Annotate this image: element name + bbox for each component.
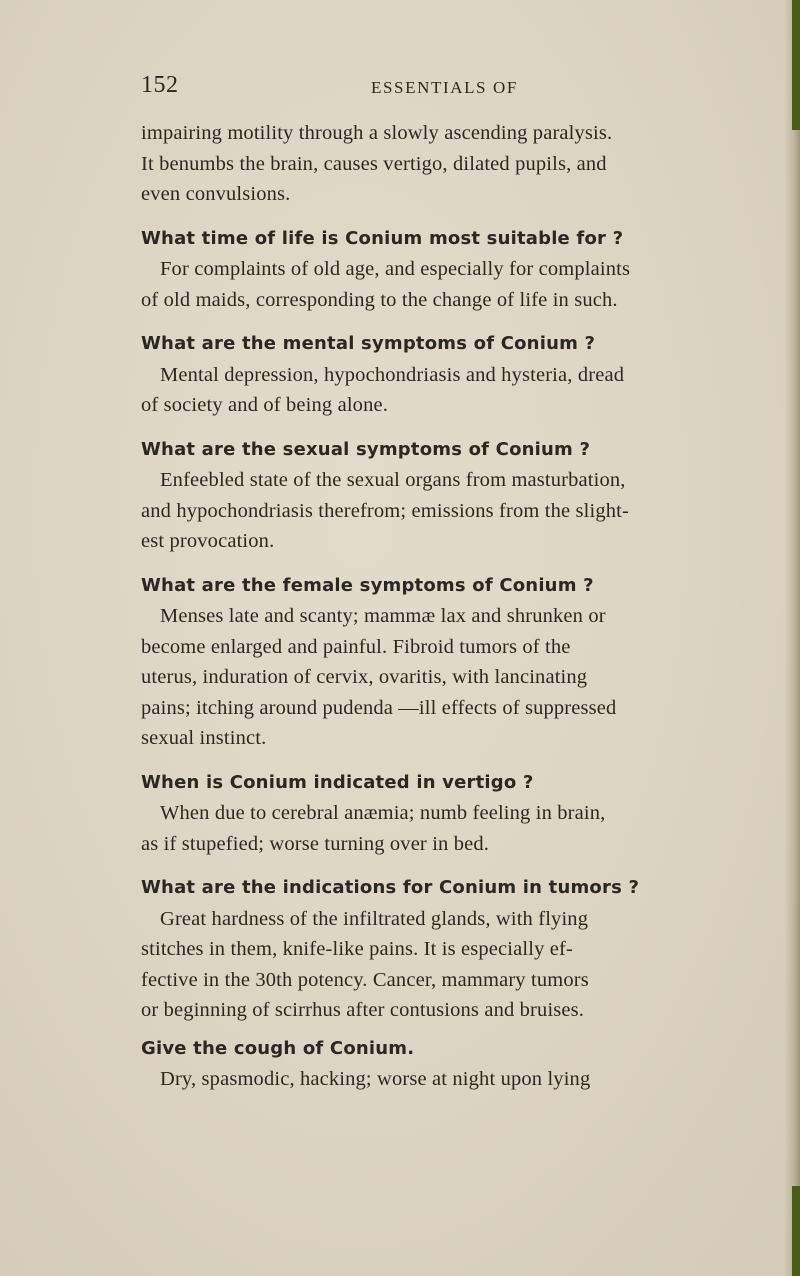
- answer-line: For complaints of old age, and especially for complaints: [160, 258, 631, 280]
- page-number: 152: [141, 72, 179, 98]
- answer-line: uterus, induration of cervix, ovaritis, with lancinating: [141, 666, 588, 688]
- question-heading: Give the cough of Conium.: [141, 1037, 415, 1059]
- text-line: It benumbs the brain, causes vertigo, dilated pupils, and: [141, 152, 607, 175]
- answer-line: Great hardness of the infiltrated glands, with flying: [160, 907, 589, 930]
- question-heading: What time of life is Conium most suitable for ?: [141, 227, 624, 249]
- answer-line: stitches in them, knife-like pains. It is especially ef-: [141, 938, 573, 960]
- answer-line: become enlarged and painful. Fibroid tumors of the: [141, 635, 571, 658]
- text-line: impairing motility through a slowly ascending paralysis.: [141, 122, 613, 144]
- question-heading: What are the indications for Conium in tumors ?: [141, 877, 640, 898]
- running-head: [141, 58, 781, 118]
- answer-line: sexual instinct.: [141, 727, 267, 749]
- page-edge-mark-bottom: [792, 1186, 800, 1276]
- answer-line: of society and of being alone.: [141, 394, 389, 416]
- qa-block-female: [141, 571, 781, 754]
- qa-block-sexual: [141, 435, 781, 557]
- qa-block-vertigo: [141, 768, 781, 860]
- question-heading: What are the mental symptoms of Conium ?: [141, 333, 596, 354]
- text-line: even convulsions.: [141, 183, 291, 205]
- question-heading: What are the female symptoms of Conium ?: [141, 574, 594, 596]
- answer-line: pains; itching around pudenda —ill effects of suppressed: [141, 696, 617, 719]
- answer-line: When due to cerebral anæmia; numb feeling in brain,: [160, 802, 606, 824]
- qa-block-mental: [141, 329, 781, 421]
- question-heading: What are the sexual symptoms of Conium ?: [141, 438, 591, 460]
- answer-line: and hypochondriasis therefrom; emissions from the slight-: [141, 499, 629, 522]
- answer-line: of old maids, corresponding to the change of life in such.: [141, 288, 618, 311]
- answer-line: fective in the 30th potency. Cancer, mammary tumors: [141, 968, 589, 991]
- question-heading: When is Conium indicated in vertigo ?: [141, 771, 534, 793]
- answer-line: or beginning of scirrhus after contusions and bruises.: [141, 999, 585, 1021]
- running-title: ESSENTIALS OF: [371, 78, 518, 97]
- answer-line: Menses late and scanty; mammæ lax and shrunken or: [160, 605, 606, 627]
- answer-line: est provocation.: [141, 530, 275, 552]
- page-text: [141, 58, 781, 1095]
- page-edge-shadow: [784, 0, 800, 1276]
- qa-block-tumors: [141, 873, 781, 1026]
- answer-line: Mental depression, hypochondriasis and hysteria, dread: [160, 363, 625, 386]
- answer-line: Dry, spasmodic, hacking; worse at night upon lying: [160, 1068, 591, 1090]
- answer-line: as if stupefied; worse turning over in bed.: [141, 832, 490, 855]
- answer-line: Enfeebled state of the sexual organs from masturbation,: [160, 469, 626, 491]
- qa-block-cough: [141, 1034, 781, 1095]
- qa-block-age: [141, 224, 781, 316]
- continuation-paragraph: [141, 118, 781, 210]
- page-edge-mark-top: [792, 0, 800, 130]
